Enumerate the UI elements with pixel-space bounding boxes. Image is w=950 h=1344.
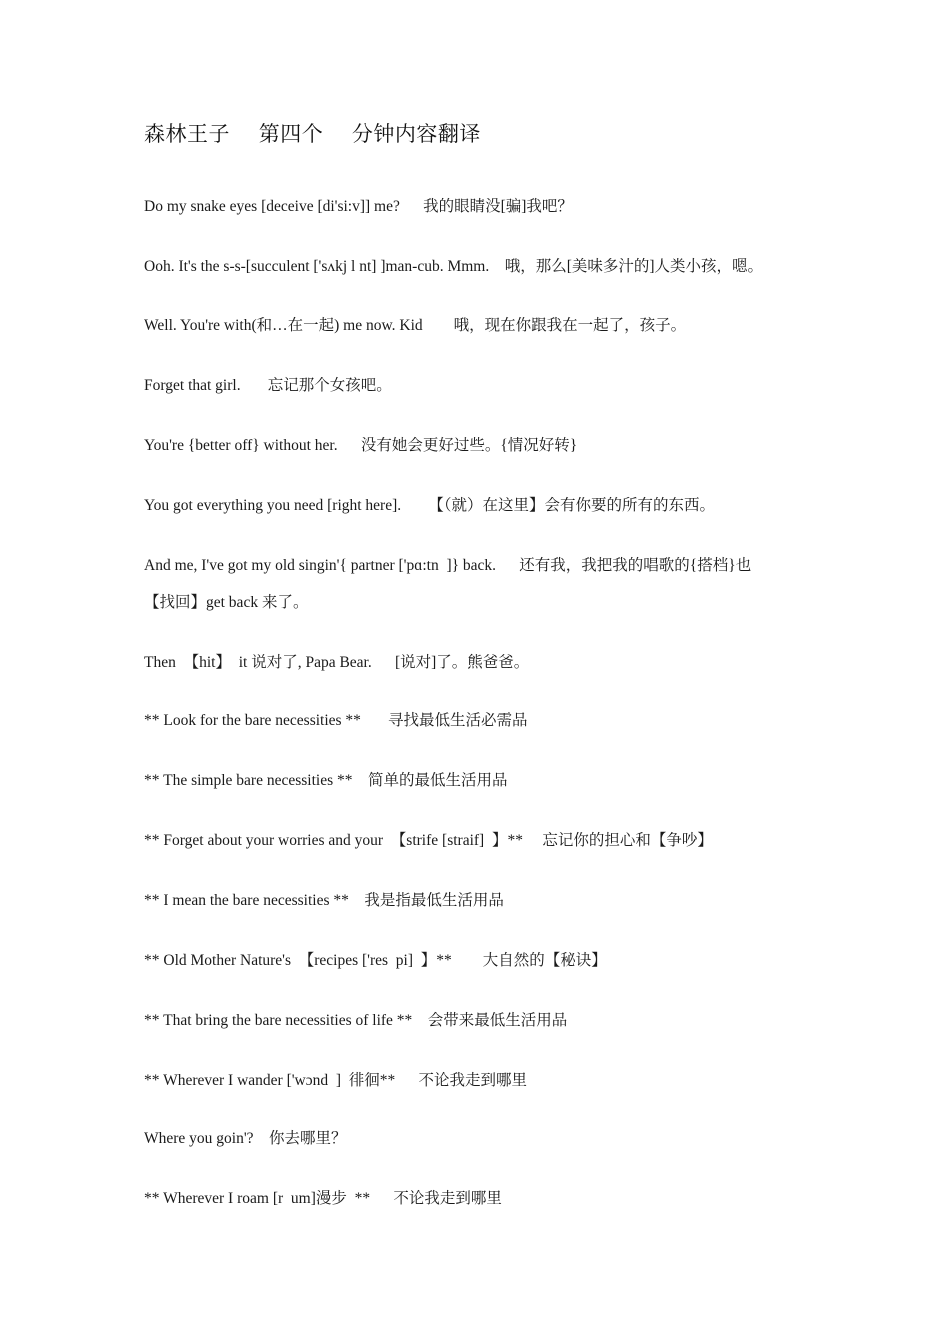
text-line: You're {better off} without her. 没有她会更好过些。{情况好转} bbox=[144, 437, 578, 454]
text-line: Then 【hit】 it 说对了, Papa Bear. [说对]了。熊爸爸。 bbox=[144, 654, 530, 671]
text-line: Well. You're with(和…在一起) me now. Kid 哦，现在你跟我在一起了，孩子。 bbox=[144, 317, 687, 334]
text-line: You got everything you need [right here]. 【（就）在这里】会有你要的所有的东西。 bbox=[144, 497, 716, 514]
lyric-line: ** The simple bare necessities ** 简单的最低生活用品 bbox=[144, 772, 508, 789]
lyric-line: ** Look for the bare necessities ** 寻找最低生活必需品 bbox=[144, 712, 528, 729]
lyric-line: ** Forget about your worries and your 【strife [straif] 】** 忘记你的担心和【争吵】 bbox=[144, 832, 713, 849]
text-line: Do my snake eyes [deceive [di'si:v]] me? 我的眼睛没[骗]我吧？ bbox=[144, 198, 573, 215]
text-line: Forget that girl. 忘记那个女孩吧。 bbox=[144, 377, 392, 394]
lyric-line: ** I mean the bare necessities ** 我是指最低生活用品 bbox=[144, 892, 504, 909]
text-line: Where you goin'? 你去哪里？ bbox=[144, 1130, 347, 1147]
page-title: 森林王子 第四个 分钟内容翻译 bbox=[144, 122, 481, 146]
lyric-line: ** Old Mother Nature's 【recipes ['res pi] 】** 大自然的【秘诀】 bbox=[144, 952, 607, 969]
lyric-line: ** Wherever I roam [r um]漫步 ** 不论我走到哪里 bbox=[144, 1190, 502, 1207]
text-line-continuation: 【找回】get back 来了。 bbox=[144, 594, 309, 611]
lyric-line: ** Wherever I wander ['wɔnd ] 徘徊** 不论我走到哪里 bbox=[144, 1072, 528, 1089]
lyric-line: ** That bring the bare necessities of life ** 会带来最低生活用品 bbox=[144, 1012, 568, 1029]
text-line: And me, I've got my old singin'{ partner ['pɑ:tn ]} back. 还有我，我把我的唱歌的{搭档}也 bbox=[144, 557, 752, 574]
text-line: Ooh. It's the s-s-[succulent ['sʌkj l nt] ]man-cub. Mmm. 哦，那么[美味多汁的]人类小孩，嗯。 bbox=[144, 258, 764, 275]
